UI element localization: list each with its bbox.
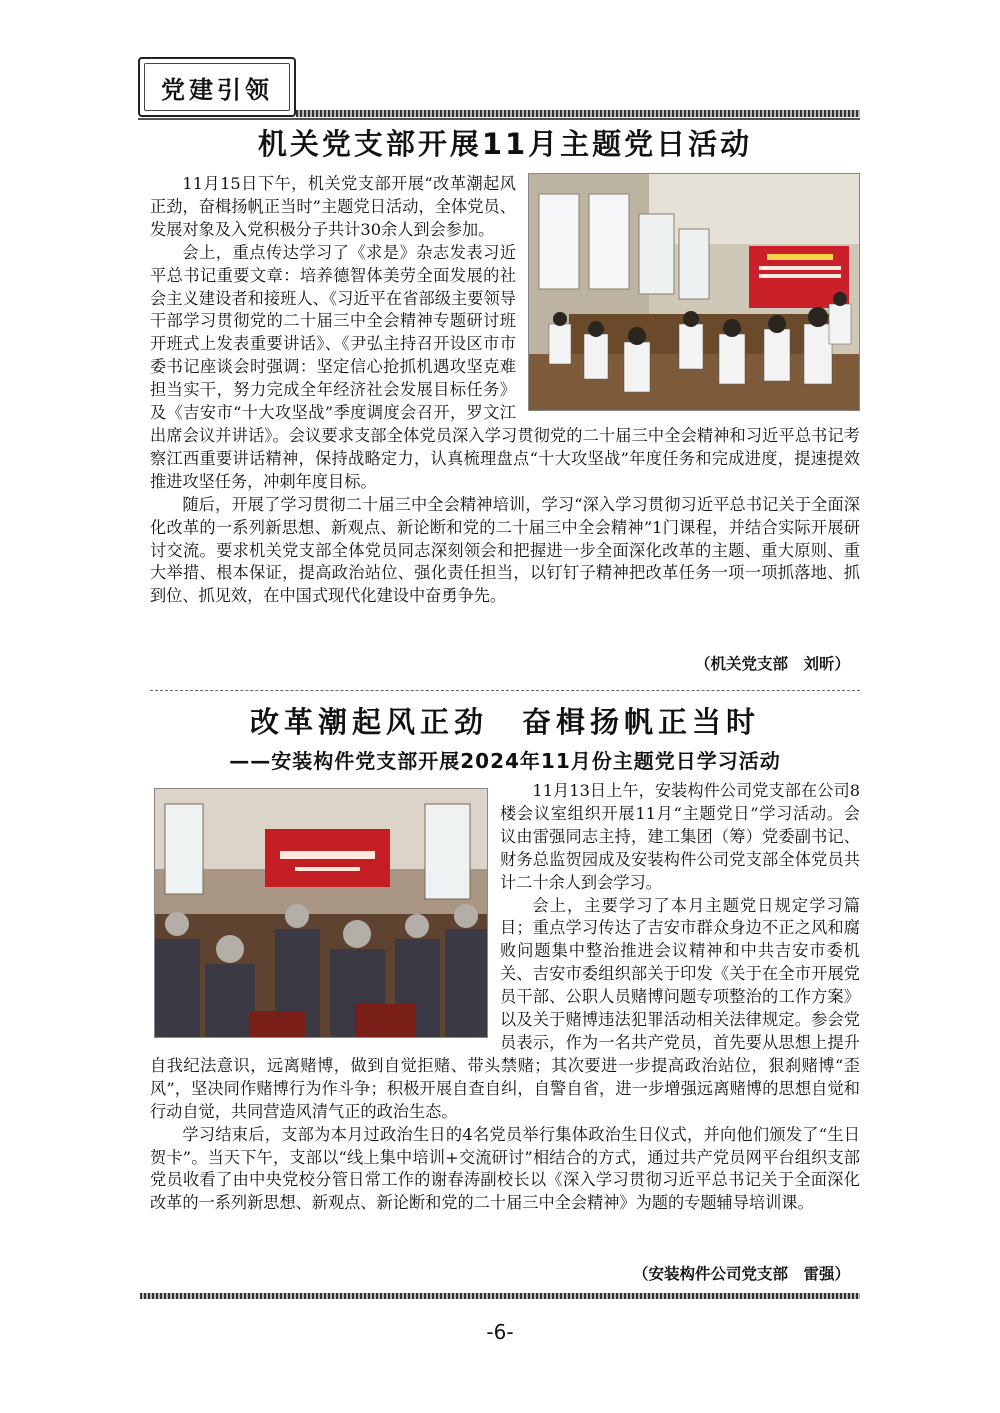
article1-signature: （机关党支部 刘昕） [694,655,850,673]
article-divider [150,690,860,691]
article2-paragraph: 11月13日上午，安装构件公司党支部在公司8楼会议室组织开展11月“主题党日”学习活动。会议由雷强同志主持，建工集团（筹）党委副书记、财务总监贺园成及安装构件公司党支部全体党员共计二十余人到会学习。 [500,781,860,892]
conference-photo-illustration [155,789,487,1037]
article2-meeting-photo [154,788,488,1038]
header-rule-thin [138,118,860,120]
article2-title: 改革潮起风正劲 奋楫扬帆正当时 [249,705,760,739]
article1-meeting-photo [528,173,860,411]
section-tag-label: 党建引领 [144,63,290,111]
article2-body [150,780,860,1215]
article1-body [150,173,860,608]
article2-paragraph: 学习结束后，支部为本月过政治生日的4名党员举行集体政治生日仪式，并向他们颁发了“生日贺卡”。当天下午，支部以“线上集中培训+交流研讨”相结合的方式，通过共产党员网平台组织支部党员收看了由中央党校分管日常工作的谢春涛副校长以《深入学习贯彻习近平总书记关于全面深化改革的一系列新思想、新观点、新论断和党的二十届三中全会精神》为题的专题辅导培训课。 [150,1124,860,1213]
article2-subtitle: ——安装构件党支部开展2024年11月份主题党日学习活动 [229,749,781,773]
article1-paragraph: 随后，开展了学习贯彻二十届三中全会精神培训，学习“深入学习贯彻习近平总书记关于全面深化改革的一系列新思想、新观点、新论断和党的二十届三中全会精神”1门课程，并结合实际开展研讨交流。要求机关党支部全体党员同志深刻领会和把握进一步全面深化改革的主题、重大原则、重大举措、根本保证，提高政治站位、强化责任担当，以钉钉子精神把改革任务一项一项抓落地、抓到位、抓见效，在中国式现代化建设中奋勇争先。 [150,494,860,606]
article1-title: 机关党支部开展11月主题党日活动 [257,127,753,161]
article2-signature: （安装构件公司党支部 雷强） [632,1265,850,1283]
article1-paragraph: 11月15日下午，机关党支部开展“改革潮起风正劲，奋楫扬帆正当时”主题党日活动，全体党员、发展对象及入党积极分子共计30余人到会参加。 [150,174,516,239]
article1-paragraph: 会上，重点传达学习了《求是》杂志发表习近平总书记重要文章：培养德智体美劳全面发展的社会主义建设者和接班人、《习近平在省部级主要领导干部学习贯彻党的二十届三中全会精神专题研讨班开班式上发表重要讲话》、《尹弘主持召开设区市市委书记座谈会时强调：坚定信心抢抓机遇攻坚克难担当实干，努力完成全年经济社会发展目标任务》及《吉安市“十大攻坚战”季度调度会召开，罗文江出席会议并讲话》。会议要求支部全体党员深入学习贯彻党的二十届三中全会精神和习近平总书记考察江西重要讲话精神，保持战略定力，认真梳理盘点“十大攻坚战”年度任务和完成进度，提速提效推进攻坚任务，冲刺年度目标。 [150,242,860,491]
footer-rule [140,1293,860,1299]
section-tag [138,57,296,117]
article2-paragraph: 会上，主要学习了本月主题党日规定学习篇目；重点学习传达了吉安市群众身边不正之风和腐败问题集中整治推进会议精神和中共吉安市委机关、吉安市委组织部关于印发《关于在全市开展党员干部、公职人员赌博问题专项整治的工作方案》以及关于赌博违法犯罪活动相关法律规定。参会党员表示，作为一名共产党员，首先要从思想上提升自我纪法意识，远离赌博，做到自觉拒赌、带头禁赌；其次要进一步提高政治站位，狠刹赌博“歪风”，坚决同作赌博行为作斗争；积极开展自查自纠，自警自省，进一步增强远离赌博的思想自觉和行动自觉，共同营造风清气正的政治生态。 [150,895,860,1121]
page-number: -6- [486,1320,514,1344]
header-rule [296,110,860,117]
meeting-room-photo-illustration [529,174,859,410]
